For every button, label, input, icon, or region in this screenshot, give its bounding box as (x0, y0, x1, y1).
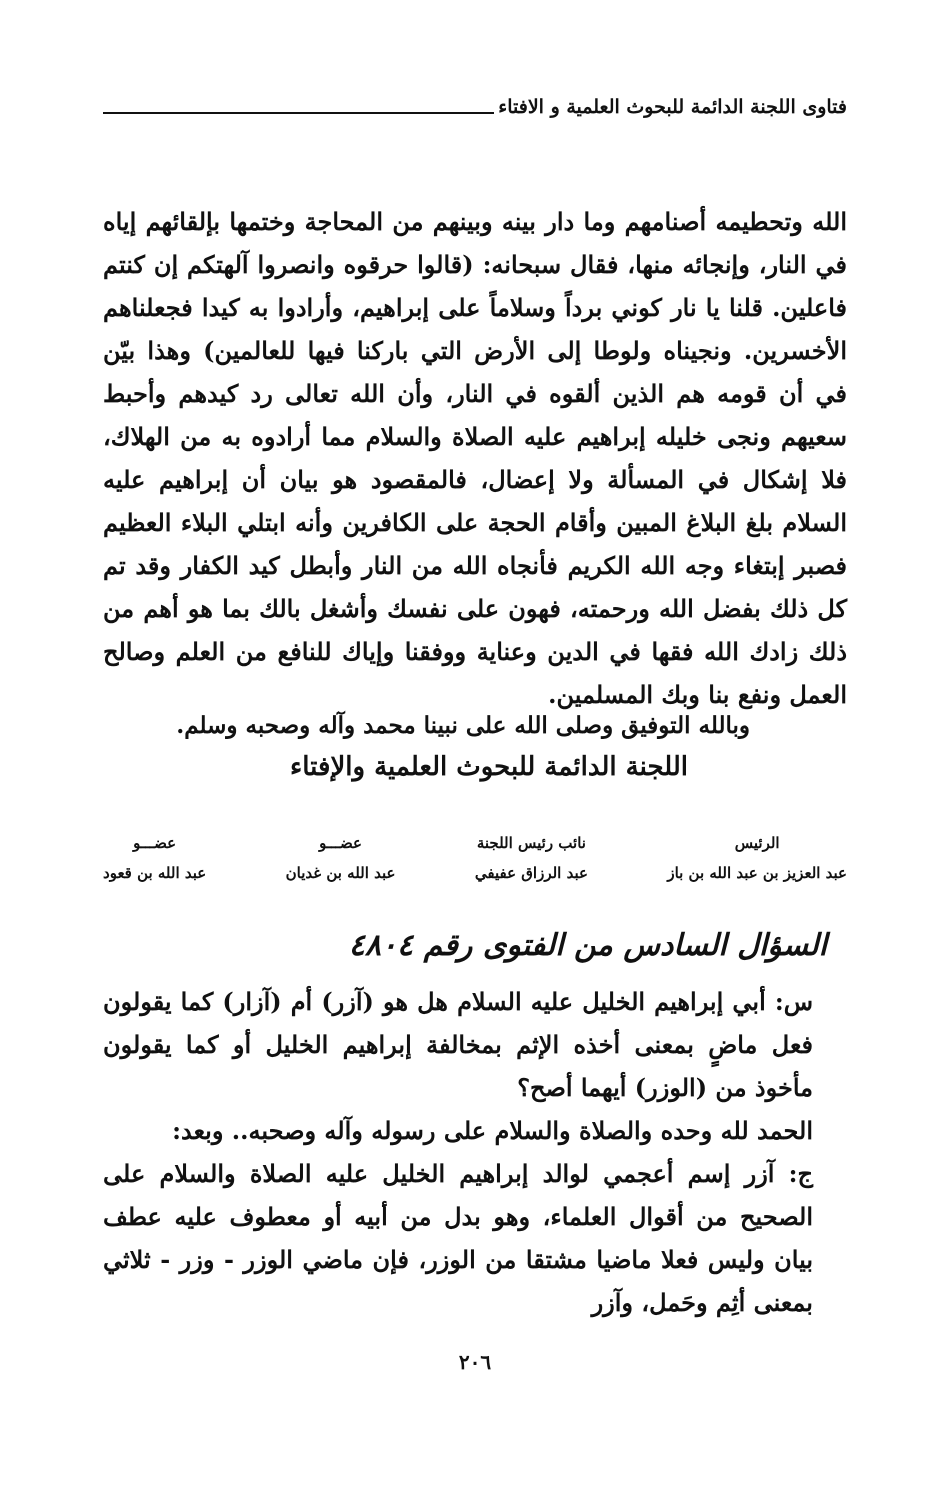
answer-text: ج: آزر إسم أعجمي لوالد إبراهيم الخليل عليه الصلاة والسلام على الصحيح من أقوال العلماء، وهو بدل من أبيه أو معطوف عليه عطف بيان وليس فعلا ماضيا مشتقا من الوزر، فإن ماضي الوزر - وزر - ثلاثي بمعنى أثِم وحَمل، وآزر (103, 1159, 813, 1317)
signature-member-2 (103, 828, 206, 888)
signature-name: عبد العزيز بن عبد الله بن باز (667, 864, 847, 882)
running-header (103, 84, 847, 124)
signature-chairman (667, 828, 847, 888)
signature-name: عبد الرزاق عفيفي (474, 864, 588, 882)
signature-block (103, 828, 847, 888)
signature-name: عبد الله بن غديان (285, 864, 396, 882)
committee-name: اللجنة الدائمة للبحوث العلمية والإفتاء (290, 752, 688, 782)
signature-deputy (475, 828, 588, 888)
fatwa-paragraph: الله وتحطيمه أصنامهم وما دار بينه وبينهم من المحاجة وختمها بإلقائهم إياه في النار، وإنجائه منها، فقال سبحانه: (قالوا حرقوه وانصروا آلهتكم إن كنتم فاعلين. قلنا يا نار كوني برداً وسلاماً على إبراهيم، وأرادوا به كيدا فجعلناهم الأخسرين. ونجيناه ولوطا إلى الأرض التي باركنا فيها للعالمين) وهذا بيّن في أن قومه هم الذين ألقوه في النار، وأن الله تعالى رد كيدهم وأحبط سعيهم ونجى خليله إبراهيم عليه الصلاة والسلام مما أرادوه به من الهلاك، فلا إشكال في المسألة ولا إعضال، فالمقصود هو بيان أن إبراهيم عليه السلام بلغ البلاغ المبين وأقام الحجة على الكافرين وأنه ابتلي البلاء العظيم فصبر إبتغاء وجه الله الكريم فأنجاه الله من النار وأبطل كيد الكفار وقد تم كل ذلك بفضل الله ورحمته، فهون على نفسك وأشغل بالك بما هو أهم من ذلك زادك الله فقها في الدين وعناية ووفقنا وإياك للنافع من العلم وصالح العمل ونفع بنا وبك المسلمين. (103, 207, 848, 709)
praise-text: الحمد لله وحده والصلاة والسلام على رسوله وآله وصحبه.. وبعد: (172, 1116, 813, 1145)
closing-line: وبالله التوفيق وصلى الله على نبينا محمد وآله وصحبه وسلم. (176, 712, 750, 739)
signature-role: الرئيس (734, 834, 780, 852)
header-rule (103, 112, 494, 114)
signature-role: عضـــو (319, 834, 362, 852)
signature-role: نائب رئيس اللجنة (476, 834, 586, 852)
signature-role: عضـــو (133, 834, 177, 852)
fatwa-body (103, 200, 847, 716)
running-title: فتاوى اللجنة الدائمة للبحوث العلمية و الافتاء (498, 96, 847, 118)
signature-name: عبد الله بن قعود (103, 864, 207, 882)
question-answer-block (103, 980, 847, 1324)
question-text: س: أبي إبراهيم الخليل عليه السلام هل هو (آزر) أم (آزار) كما يقولون فعل ماضٍ بمعنى أخذه الإثم بمخالفة إبراهيم الخليل أو كما يقولون مأخوذ من (الوزر) أيهما أصح؟ (103, 987, 813, 1102)
signature-member-1 (286, 828, 396, 888)
question-heading: السؤال السادس من الفتوى رقم ٤٨٠٤ (348, 928, 827, 963)
page-number: ٢٠٦ (458, 1350, 492, 1374)
